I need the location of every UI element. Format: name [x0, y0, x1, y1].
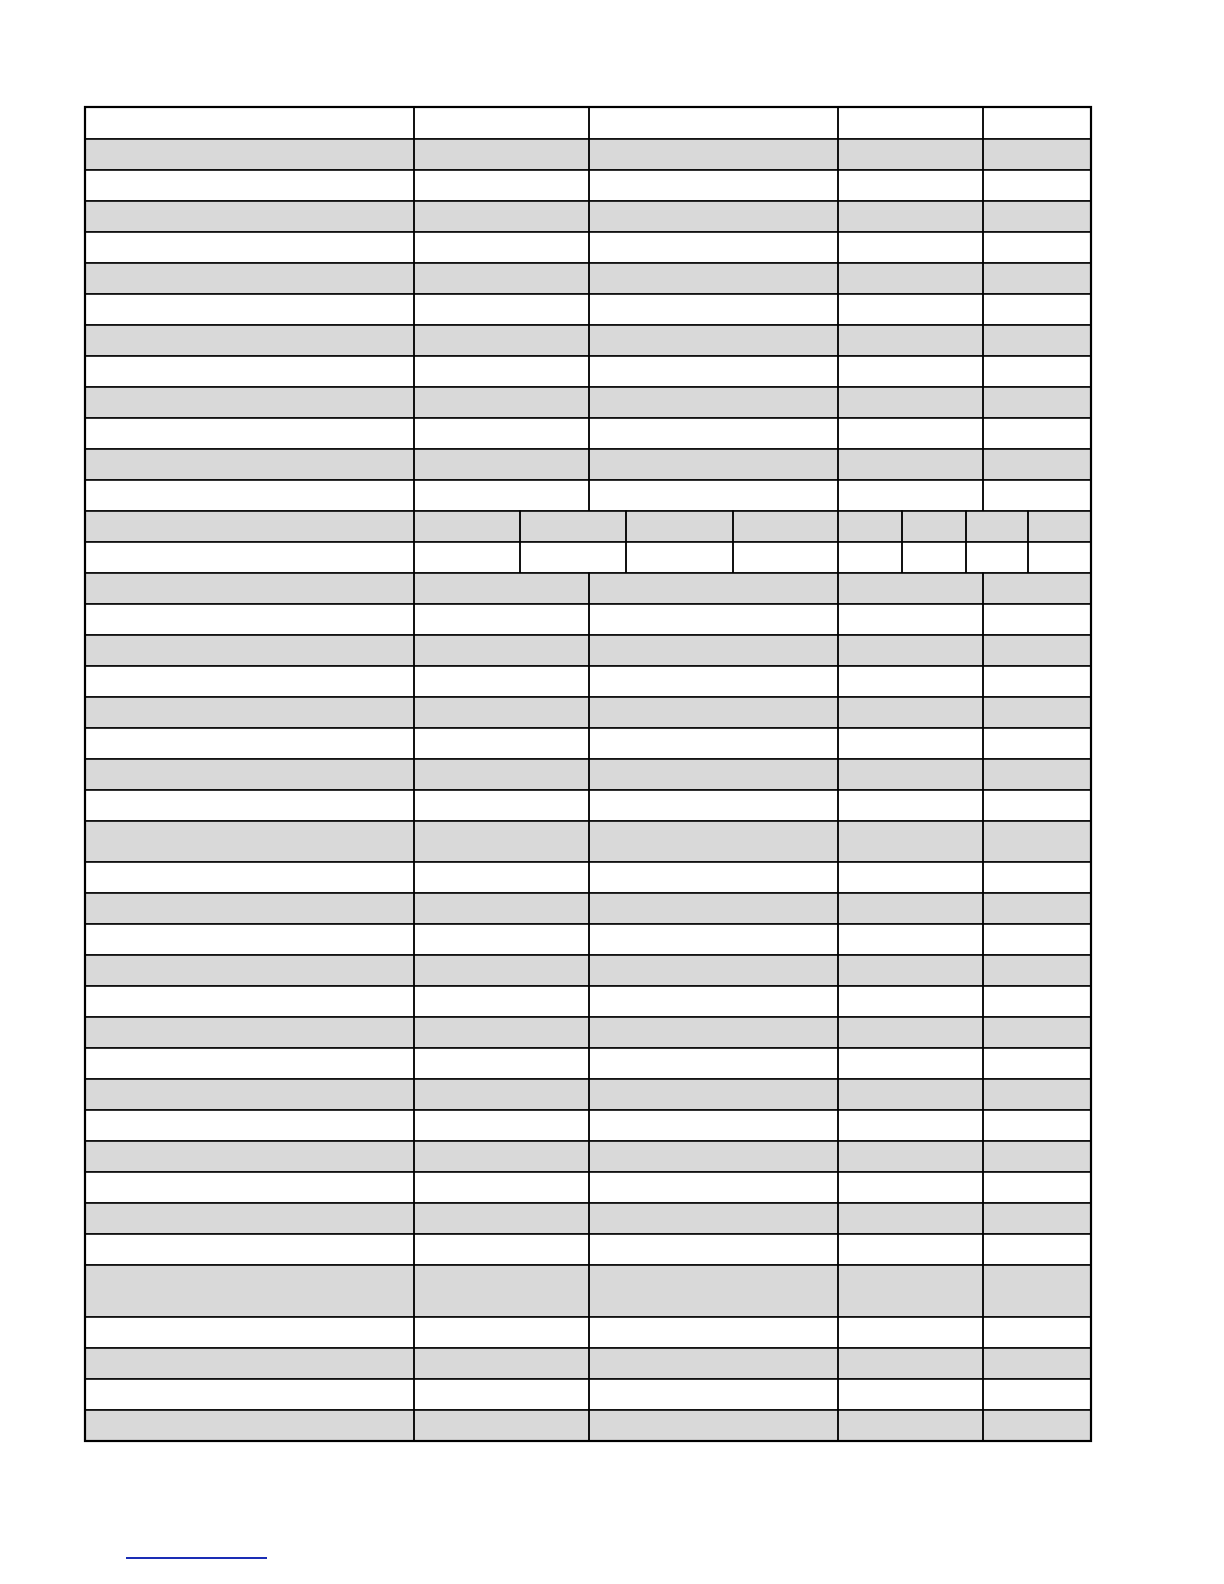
- row-background: [85, 604, 1091, 635]
- table-row: [85, 201, 1091, 232]
- table-row: [85, 356, 1091, 387]
- row-background: [85, 1379, 1091, 1410]
- row-background: [85, 666, 1091, 697]
- table-row: [85, 1079, 1091, 1110]
- table-row: [85, 573, 1091, 604]
- table-row: [85, 862, 1091, 893]
- row-background: [85, 1410, 1091, 1441]
- table-row: [85, 790, 1091, 821]
- table-row: [85, 1317, 1091, 1348]
- table-row: [85, 294, 1091, 325]
- row-background: [85, 542, 1091, 573]
- table-row: [85, 666, 1091, 697]
- row-background: [85, 139, 1091, 170]
- table-row: [85, 1348, 1091, 1379]
- row-background: [85, 480, 1091, 511]
- row-background: [85, 862, 1091, 893]
- row-background: [85, 201, 1091, 232]
- table-row: [85, 387, 1091, 418]
- row-background: [85, 294, 1091, 325]
- table-row: [85, 480, 1091, 511]
- row-background: [85, 356, 1091, 387]
- row-background: [85, 1203, 1091, 1234]
- table-row: [85, 1379, 1091, 1410]
- row-background: [85, 728, 1091, 759]
- table-row: [85, 1265, 1091, 1317]
- table-row: [85, 924, 1091, 955]
- row-background: [85, 418, 1091, 449]
- row-background: [85, 1317, 1091, 1348]
- table-row: [85, 263, 1091, 294]
- table-row: [85, 821, 1091, 862]
- table-row: [85, 635, 1091, 666]
- row-background: [85, 449, 1091, 480]
- table-row: [85, 1141, 1091, 1172]
- row-background: [85, 1110, 1091, 1141]
- row-background: [85, 232, 1091, 263]
- table-row: [85, 449, 1091, 480]
- row-background: [85, 697, 1091, 728]
- table-row: [85, 986, 1091, 1017]
- table-row: [85, 107, 1091, 139]
- table-row: [85, 1203, 1091, 1234]
- table-row: [85, 325, 1091, 356]
- row-background: [85, 1079, 1091, 1110]
- table-row: [85, 893, 1091, 924]
- table-row: [85, 418, 1091, 449]
- footer-link-underline[interactable]: [126, 1557, 267, 1559]
- table-row: [85, 759, 1091, 790]
- row-background: [85, 893, 1091, 924]
- row-background: [85, 511, 1091, 542]
- row-background: [85, 1234, 1091, 1265]
- row-background: [85, 325, 1091, 356]
- row-background: [85, 263, 1091, 294]
- row-background: [85, 1048, 1091, 1079]
- table-row: [85, 728, 1091, 759]
- row-background: [85, 759, 1091, 790]
- table-row: [85, 1410, 1091, 1441]
- table-row: [85, 1234, 1091, 1265]
- table-row: [85, 697, 1091, 728]
- row-background: [85, 790, 1091, 821]
- row-background: [85, 955, 1091, 986]
- row-background: [85, 1017, 1091, 1048]
- table-row: [85, 542, 1091, 573]
- row-background: [85, 107, 1091, 139]
- table-row: [85, 1048, 1091, 1079]
- row-background: [85, 170, 1091, 201]
- row-background: [85, 635, 1091, 666]
- table-row: [85, 1017, 1091, 1048]
- table-row: [85, 139, 1091, 170]
- table-row: [85, 232, 1091, 263]
- table-row: [85, 511, 1091, 542]
- row-background: [85, 573, 1091, 604]
- row-background: [85, 821, 1091, 862]
- row-background: [85, 1265, 1091, 1317]
- row-background: [85, 1348, 1091, 1379]
- row-background: [85, 387, 1091, 418]
- table-row: [85, 1172, 1091, 1203]
- table-row: [85, 955, 1091, 986]
- table-row: [85, 604, 1091, 635]
- table-row: [85, 170, 1091, 201]
- table-row: [85, 1110, 1091, 1141]
- row-background: [85, 986, 1091, 1017]
- row-background: [85, 1141, 1091, 1172]
- row-background: [85, 1172, 1091, 1203]
- row-background: [85, 924, 1091, 955]
